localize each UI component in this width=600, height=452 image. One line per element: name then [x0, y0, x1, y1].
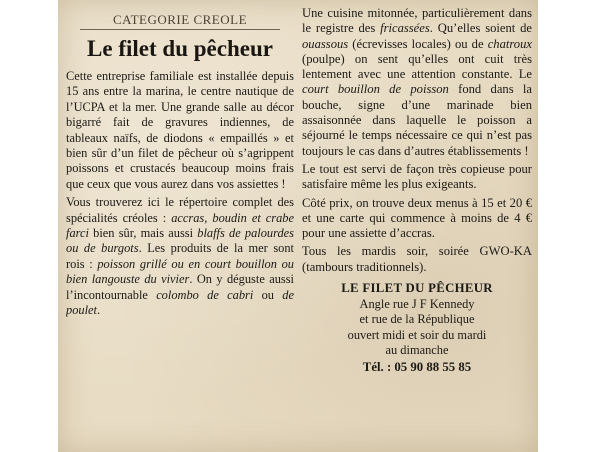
- category-label: CATEGORIE CREOLE: [80, 12, 280, 30]
- text-run: Côté prix, on trouve deux menus à 15 et 20 € et une carte qui commence à moins de 4 € pour une assiette d’accras.: [302, 195, 532, 241]
- left-column: [66, 0, 294, 452]
- italic-text: fricassées: [380, 21, 430, 36]
- text-run: . Qu’elles soient de: [429, 21, 532, 36]
- italic-text: chatroux: [487, 36, 532, 51]
- text-run: . On y déguste aussi l’incontournable: [66, 272, 294, 302]
- text-run: fond dans la bouche, signe d’une marinade bien assaisonnée dans laquelle le poisson a séjourné le temps nécessaire ce qui n’est pas toujours le cas dans d’autres établissements !: [302, 82, 532, 158]
- italic-text: blaffs de palourdes ou de burgots: [66, 226, 294, 256]
- article-paragraph: [302, 196, 532, 242]
- text-run: Le tout est servi de façon très copieuse pour satisfaire même les plus exigeants.: [302, 161, 532, 192]
- article-paragraph: [302, 6, 532, 159]
- text-run: Tous les mardis soir, soirée GWO-KA (tambours traditionnels).: [302, 244, 532, 274]
- text-run: (poulpe) on sent qu’elles ont cuit très lentement avec une attention constante. Le: [302, 51, 532, 82]
- hours-line: ouvert midi et soir du mardi: [347, 327, 487, 342]
- text-run: bien sûr, mais aussi: [88, 226, 198, 241]
- text-run: (écrevisses locales) ou de: [348, 36, 488, 51]
- address-line: Angle rue J F Kennedy: [359, 296, 475, 311]
- italic-text: poisson grillé ou en court bouillon ou bien langouste du vivier: [66, 256, 294, 287]
- restaurant-name: LE FILET DU PÊCHEUR: [341, 281, 493, 296]
- phone-number: Tél. : 05 90 88 55 85: [362, 360, 472, 375]
- right-paragraphs: [302, 6, 532, 275]
- italic-text: court bouillon de poisson: [302, 82, 449, 97]
- text-run: Cette entreprise familiale est installée depuis 15 ans entre la marina, le centre nautique de l’UCPA et la mer. Une grande salle au décor bigarré fait de gravures indiennes, de tableaux naïfs, de diodons « empaillés » et bien sûr d’un filet de pêcheur où s’agrippent poissons et crustacés beaucoup moins frais que ceux que vous aurez dans vos assiettes !: [66, 69, 294, 191]
- italic-text: accras, boudin et crabe farci: [66, 210, 294, 241]
- article-paragraph: [302, 162, 532, 193]
- text-run: . Les produits de la mer sont rois :: [66, 241, 294, 271]
- text-run: .: [96, 303, 101, 318]
- article-paragraph: [302, 244, 532, 275]
- contact-block: [302, 281, 532, 376]
- article-title: Le filet du pêcheur: [87, 36, 273, 61]
- address-line: et rue de la République: [359, 312, 475, 327]
- italic-text: ouassous: [302, 36, 349, 51]
- text-run: ou: [253, 287, 283, 302]
- article-paragraph: [66, 69, 294, 192]
- italic-text: de poulet: [66, 287, 294, 318]
- text-run: Une cuisine mitonnée, particulièrement dans le registre des: [302, 6, 532, 36]
- text-run: Vous trouverez ici le répertoire complet des spécialités créoles :: [66, 195, 294, 225]
- article-paragraph: [66, 195, 294, 318]
- left-paragraphs: [66, 69, 294, 319]
- right-column: [302, 0, 532, 452]
- hours-line: au dimanche: [385, 343, 449, 358]
- italic-text: colombo de cabri: [156, 287, 254, 302]
